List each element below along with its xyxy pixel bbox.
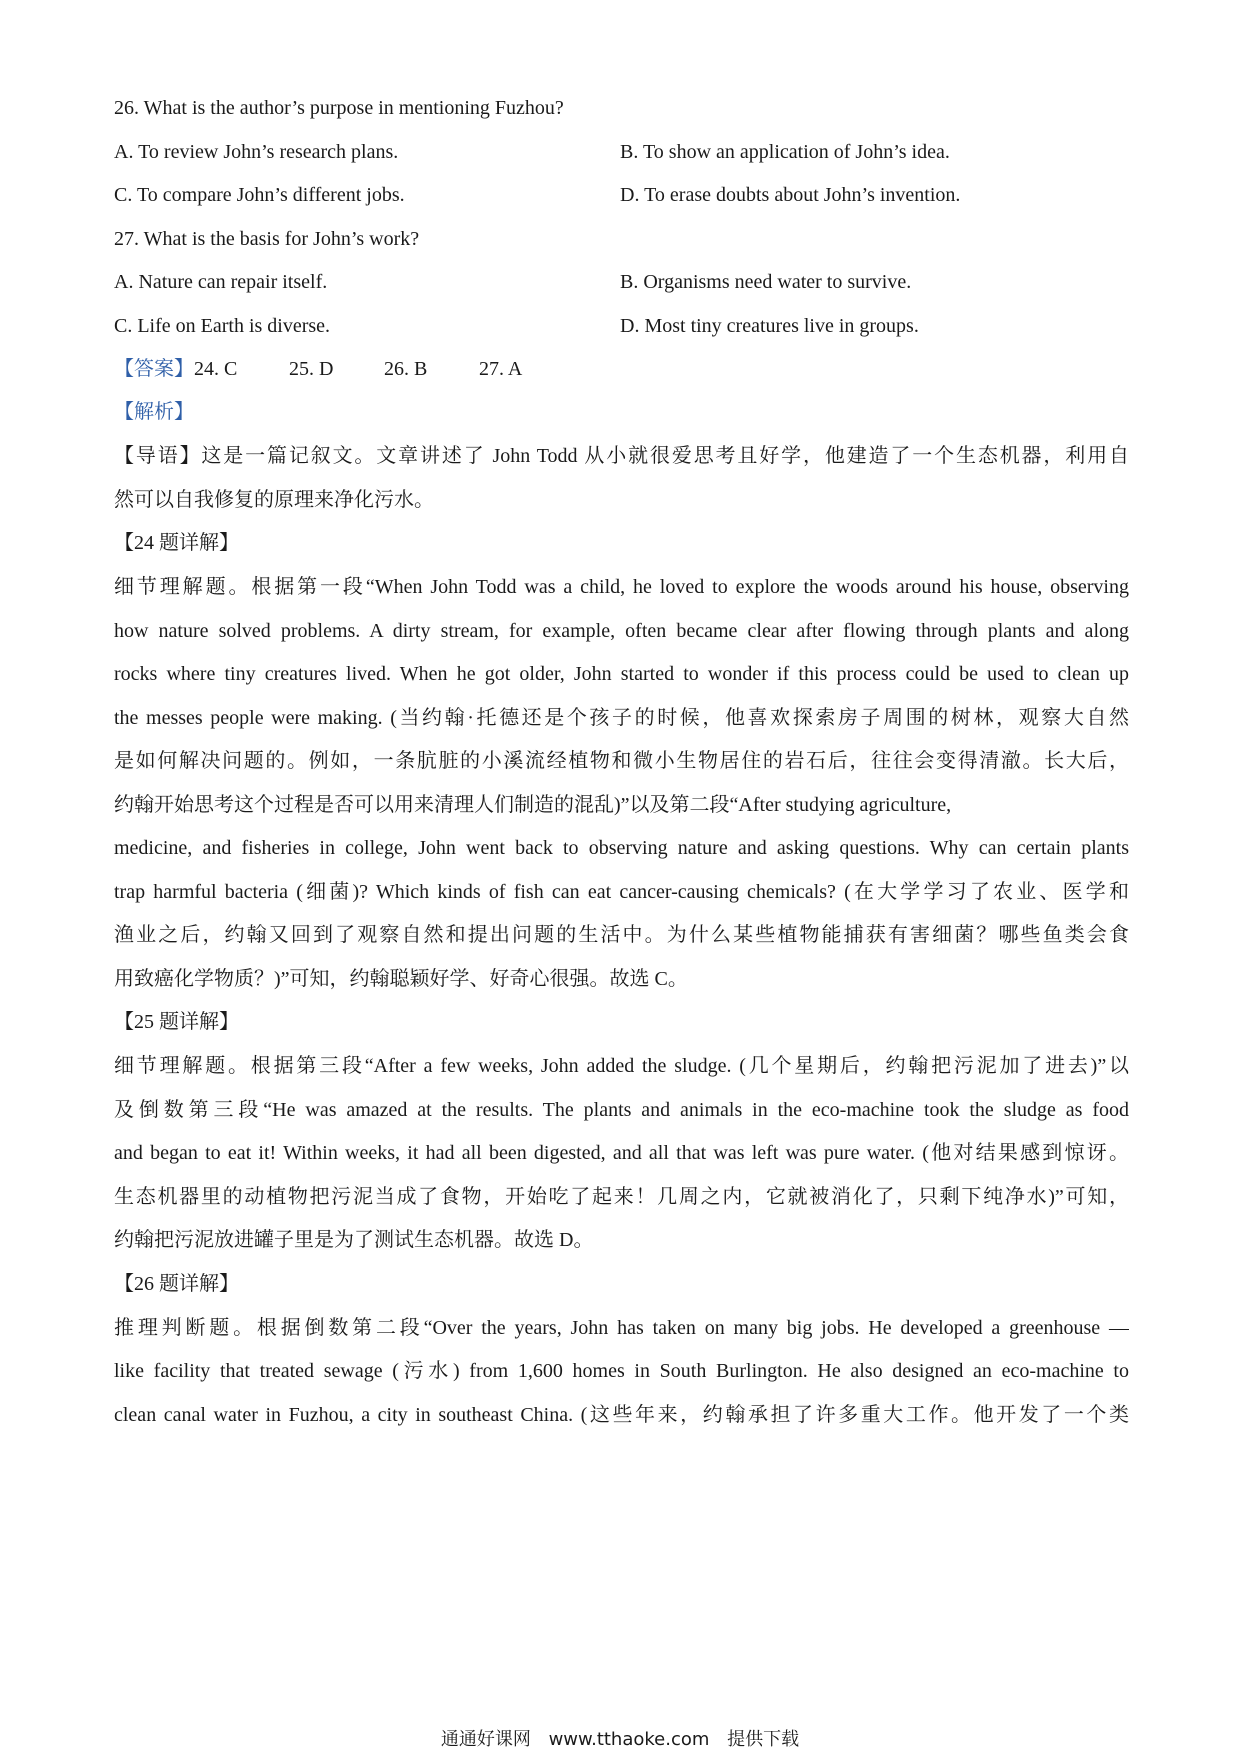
answer-item: 26. B (384, 358, 428, 380)
answer-item: 25. D (289, 358, 334, 380)
detail-24-line: trap harmful bacteria (细菌)? Which kinds of fish can eat cancer-causing chemicals? (在大学学习了农业、医学和 (114, 881, 1129, 903)
detail-24-line: medicine, and fisheries in college, John went back to observing nature and asking questions. Why can certain plants (114, 837, 1129, 859)
detail-24-line: rocks where tiny creatures lived. When he got older, John started to wonder if this process could be used to clean up (114, 663, 1129, 685)
detail-26-line: like facility that treated sewage (污水) from 1,600 homes in South Burlington. He also designed an eco-machine to (114, 1360, 1129, 1382)
question-27-option-a: A. Nature can repair itself. (114, 271, 328, 293)
question-26-option-c: C. To compare John’s different jobs. (114, 184, 405, 206)
answer-label: 【答案】 (114, 358, 194, 380)
footer-site-name: 通通好课网 (440, 1729, 531, 1750)
detail-25-line: and began to eat it! Within weeks, it had all been digested, and all that was left was pure water. (他对结果感到惊讶。 (114, 1142, 1129, 1164)
detail-24-line: 是如何解决问题的。例如，一条肮脏的小溪流经植物和微小生物居住的岩石后，往往会变得清澈。长大后， (114, 750, 1129, 772)
question-27-option-c: C. Life on Earth is diverse. (114, 315, 331, 337)
question-26-option-a: A. To review John’s research plans. (114, 141, 399, 163)
question-26-option-d: D. To erase doubts about John’s invention. (620, 184, 961, 206)
detail-24-line: how nature solved problems. A dirty stream, for example, often became clear after flowing through plants and along (114, 620, 1129, 642)
detail-24-line: 渔业之后，约翰又回到了观察自然和提出问题的生活中。为什么某些植物能捕获有害细菌？哪些鱼类会食 (114, 924, 1129, 946)
detail-24-line: 细节理解题。根据第一段“When John Todd was a child, he loved to explore the woods around his house, observing (114, 576, 1129, 598)
intro-line: 【导语】这是一篇记叙文。文章讲述了 John Todd 从小就很爱思考且好学，他建造了一个生态机器，利用自 (114, 445, 1129, 467)
detail-25-line: 及倒数第三段“He was amazed at the results. The plants and animals in the eco-machine took the sludge as food (114, 1099, 1129, 1121)
question-27-option-d: D. Most tiny creatures live in groups. (620, 315, 919, 337)
detail-25-line: 细节理解题。根据第三段“After a few weeks, John added the sludge. (几个星期后，约翰把污泥加了进去)”以 (114, 1055, 1129, 1077)
answer-item: 27. A (479, 358, 523, 380)
intro-line: 然可以自我修复的原理来净化污水。 (114, 489, 434, 511)
detail-26-line: clean canal water in Fuzhou, a city in southeast China. (这些年来，约翰承担了许多重大工作。他开发了一个类 (114, 1404, 1129, 1426)
question-26-stem: 26. What is the author’s purpose in mentioning Fuzhou? (114, 97, 564, 119)
detail-24-line: 用致癌化学物质？)”可知，约翰聪颖好学、好奇心很强。故选 C。 (114, 968, 688, 990)
detail-26-heading: 【26 题详解】 (114, 1273, 239, 1295)
answer-item: 24. C (194, 358, 238, 380)
detail-25-line: 生态机器里的动植物把污泥当成了食物，开始吃了起来！几周之内，它就被消化了，只剩下纯净水)”可知， (114, 1186, 1129, 1208)
detail-24-line: the messes people were making. (当约翰·托德还是个孩子的时候，他喜欢探索房子周围的树林，观察大自然 (114, 707, 1129, 729)
question-26-option-b: B. To show an application of John’s idea. (620, 141, 950, 163)
footer-note: 提供下载 (727, 1729, 800, 1750)
detail-25-line: 约翰把污泥放进罐子里是为了测试生态机器。故选 D。 (114, 1229, 594, 1251)
detail-24-heading: 【24 题详解】 (114, 532, 239, 554)
page-footer (0, 1728, 1240, 1752)
detail-24-line: 约翰开始思考这个过程是否可以用来清理人们制造的混乱)”以及第二段“After studying agriculture, (114, 794, 952, 816)
detail-25-heading: 【25 题详解】 (114, 1011, 239, 1033)
question-27-option-b: B. Organisms need water to survive. (620, 271, 912, 293)
footer-url[interactable]: www.tthaoke.com (548, 1729, 710, 1750)
analysis-label: 【解析】 (114, 401, 194, 423)
detail-26-line: 推理判断题。根据倒数第二段“Over the years, John has taken on many big jobs. He developed a greenhouse — (114, 1317, 1129, 1339)
question-27-stem: 27. What is the basis for John’s work? (114, 228, 420, 250)
answer-line (114, 355, 1129, 383)
